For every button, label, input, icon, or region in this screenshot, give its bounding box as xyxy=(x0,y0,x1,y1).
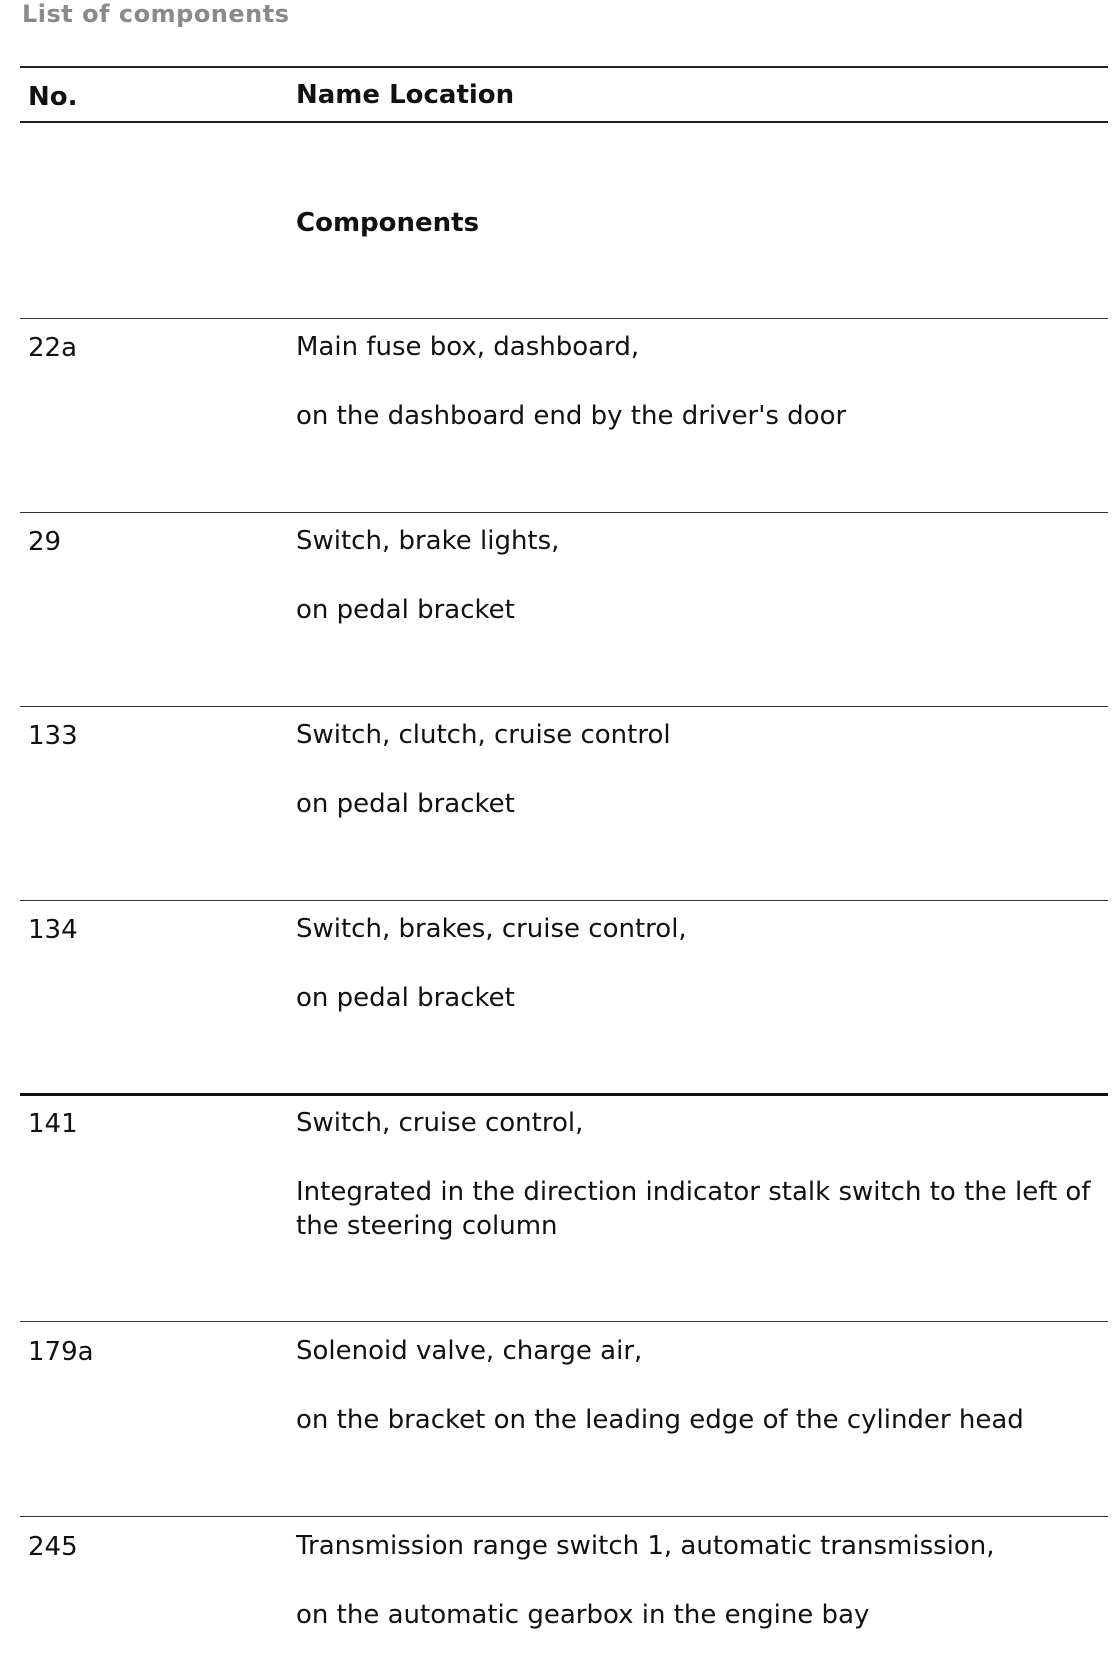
row-location: on the dashboard end by the driver's door xyxy=(296,401,847,431)
row-divider xyxy=(20,512,1108,513)
row-location: Integrated in the direction indicator stalk switch to the left of the steering column xyxy=(296,1177,1091,1241)
row-location: on pedal bracket xyxy=(296,789,515,819)
row-number: 133 xyxy=(28,721,78,751)
row-name: Solenoid valve, charge air, xyxy=(296,1336,643,1366)
header-bottom-rule xyxy=(20,121,1108,123)
table-top-rule xyxy=(20,66,1108,68)
row-number: 245 xyxy=(28,1532,78,1562)
row-number: 141 xyxy=(28,1109,78,1139)
row-name: Switch, brake lights, xyxy=(296,526,560,556)
row-number: 179a xyxy=(28,1337,94,1367)
row-divider xyxy=(20,900,1108,901)
row-location: on pedal bracket xyxy=(296,595,515,625)
row-divider xyxy=(20,1516,1108,1517)
section-label: Components xyxy=(296,208,480,238)
row-location: on the bracket on the leading edge of the cylinder head xyxy=(296,1405,1024,1435)
document-title: List of components xyxy=(22,0,290,28)
row-location: on the automatic gearbox in the engine bay xyxy=(296,1600,870,1630)
header-name-location: Name Location xyxy=(296,80,515,110)
row-name: Switch, cruise control, xyxy=(296,1108,584,1138)
row-location: on pedal bracket xyxy=(296,983,515,1013)
row-number: 134 xyxy=(28,915,78,945)
row-number: 22a xyxy=(28,333,78,363)
row-divider xyxy=(20,1093,1108,1096)
row-name: Transmission range switch 1, automatic transmission, xyxy=(296,1531,995,1561)
row-name: Switch, brakes, cruise control, xyxy=(296,914,687,944)
header-no: No. xyxy=(28,82,78,112)
row-divider xyxy=(20,1321,1108,1322)
row-number: 29 xyxy=(28,527,62,557)
row-name: Main fuse box, dashboard, xyxy=(296,332,640,362)
row-divider xyxy=(20,706,1108,707)
row-divider xyxy=(20,318,1108,319)
row-name: Switch, clutch, cruise control xyxy=(296,720,671,750)
